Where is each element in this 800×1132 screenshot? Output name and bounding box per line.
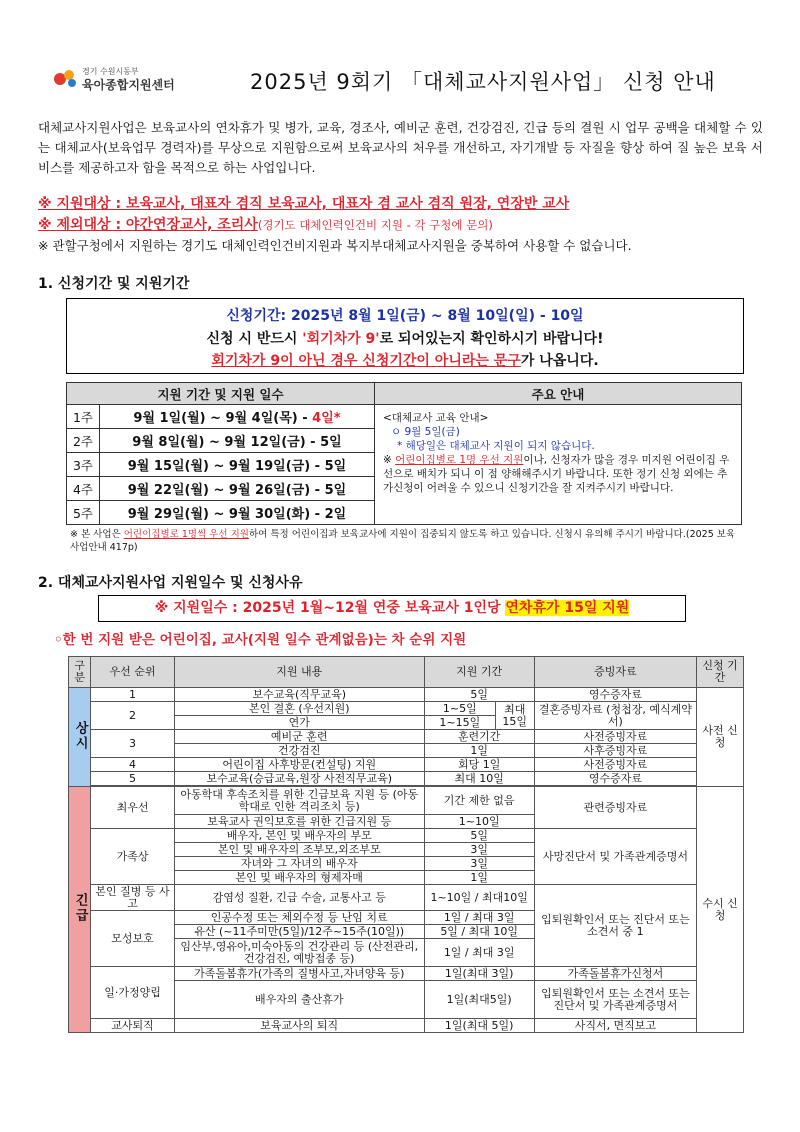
apply-regular: 사전 신청 — [697, 688, 744, 787]
support-reason-table — [68, 656, 744, 1033]
week-range-text: 9월 1일(월) ~ 9월 4일(목) - — [133, 411, 313, 426]
info-priority-c: 이나, 신청자가 많을 경우 미지원 어린이집 우선으로 배치가 되니 이 점 양해해주시기 바랍니다. 또한 정기 신청 외에는 추가신청이 어려울 수 있으니 신청기간을 잘 지켜주시기 바랍니다. — [383, 454, 730, 494]
category-regular — [69, 688, 91, 787]
period-cell: 5일 — [424, 829, 534, 843]
header-content: 지원 내용 — [174, 657, 424, 688]
info-priority-b: 어린이집별로 1명 우선 지원 — [395, 454, 524, 466]
week-range-text: 9월 15일(월) ~ 9월 19일(금) - — [127, 459, 325, 474]
content-cell: 배우자의 출산휴가 — [174, 981, 424, 1019]
content-cell: 건강검진 — [174, 744, 424, 758]
period-cell: 회당 1일 — [424, 758, 534, 772]
priority-cell: 4 — [91, 758, 174, 772]
priority-cell: 가족상 — [91, 829, 174, 885]
period-cell: 1~10일 / 최대10일 — [424, 885, 534, 911]
exclude-note-main: ※ 제외대상 : 야간연장교사, 조리사 — [38, 217, 258, 233]
page-title: 2025년 9회기 「대체교사지원사업」 신청 안내 — [250, 70, 716, 94]
support-period-table — [66, 382, 742, 525]
content-cell: 감염성 질환, 긴급 수술, 교통사고 등 — [174, 885, 424, 911]
week-days: 5일 — [324, 459, 347, 474]
check-round-notice — [67, 328, 743, 348]
wrong-round-notice — [67, 350, 743, 370]
priority-cell: 5 — [91, 772, 174, 786]
priority-cell: 교사퇴직 — [91, 1019, 174, 1033]
week-label: 1주 — [67, 405, 100, 429]
week-range — [100, 501, 375, 525]
week-days: 5일 — [324, 483, 347, 498]
period-cell: 1일(최대 3일) — [424, 967, 534, 981]
content-cell: 자녀와 그 자녀의 배우자 — [174, 857, 424, 871]
content-cell: 배우자, 본인 및 배우자의 부모 — [174, 829, 424, 843]
proof-cell: 입퇴원확인서 또는 소견서 또는 진단서 및 가족관계증명서 — [534, 981, 697, 1019]
logo-mark-icon — [52, 66, 78, 90]
duplicate-note: ※ 관할구청에서 지원하는 경기도 대체인력인건비지원과 복지부대체교사지원을 중복하여 사용할 수 없습니다. — [38, 238, 632, 253]
week-range — [100, 429, 375, 453]
category-urgent-label: 긴급 — [72, 893, 88, 923]
priority-cell: 모성보호 — [91, 911, 174, 967]
period-cell: 1~15일 — [424, 716, 495, 730]
apply-urgent: 수시 신청 — [697, 787, 744, 1033]
week-range-text: 9월 29일(월) ~ 9월 30일(화) - — [127, 507, 325, 522]
period-cell: 5일 / 최대 10일 — [424, 925, 534, 939]
header-period: 지원 기간 — [424, 657, 534, 688]
content-cell: 본인 결혼 (우선지원) — [174, 702, 424, 716]
max-15-a: 최대 — [504, 702, 526, 716]
support-days-text: ※ 지원일수 : 2025년 1월~12월 연중 보육교사 1인당 — [154, 600, 506, 616]
proof-cell: 입퇴원확인서 또는 진단서 또는 소견서 중 1 — [534, 885, 697, 967]
max-15-cell — [495, 702, 534, 730]
week-label: 5주 — [67, 501, 100, 525]
content-cell: 보수교육(승급교육,원장 사전직무교육) — [174, 772, 424, 786]
content-cell: 본인 및 배우자의 형제자매 — [174, 871, 424, 885]
wrong-round-text-a: 회기차가 9이 아닌 경우 신청기간이 아니라는 문구 — [211, 353, 521, 369]
proof-cell: 가족돌봄휴가신청서 — [534, 967, 697, 981]
content-cell: 보육교사 권익보호를 위한 긴급지원 등 — [174, 815, 424, 829]
period-cell: 1~10일 — [424, 815, 534, 829]
target-note: ※ 지원대상 : 보육교사, 대표자 겸직 보육교사, 대표자 겸 교사 겸직 원장, 연장반 교사 — [38, 196, 570, 212]
period-cell: 1일 / 최대 3일 — [424, 939, 534, 967]
logo-line-2: 육아종합지원센터 — [82, 78, 175, 92]
support-days-box — [98, 595, 686, 622]
info-priority — [383, 453, 733, 495]
table-footnote — [70, 528, 740, 554]
priority-subnote: ◦한 번 지원 받은 어린이집, 교사(지원 일수 관계없음)는 차 순위 지원 — [54, 632, 467, 648]
footnote-c: 하여 특정 어린이집과 보육교사에 지원이 집중되지 않도록 하고 있습니다. 신청시 유의해 주시기 바랍니다.(2025 보육사업안내 417p) — [70, 529, 736, 553]
content-cell: 예비군 훈련 — [174, 730, 424, 744]
week-range-text: 9월 8일(월) ~ 9월 12일(금) - — [132, 435, 321, 450]
center-logo — [52, 62, 212, 96]
support-period-header: 지원 기간 및 지원 일수 — [67, 383, 375, 405]
section-2-heading: 2. 대체교사지원사업 지원일수 및 신청사유 — [38, 575, 303, 591]
category-urgent — [69, 787, 91, 1033]
header-proof: 증빙자료 — [534, 657, 697, 688]
proof-cell: 사망진단서 및 가족관계증명서 — [534, 829, 697, 885]
proof-cell: 사후증빙자료 — [534, 744, 697, 758]
content-cell: 연가 — [174, 716, 424, 730]
exclude-note-detail: (경기도 대체인력인건비 지원 - 각 구청에 문의) — [257, 218, 493, 232]
check-round-text-a: 신청 시 반드시 — [206, 331, 303, 347]
application-period-box — [66, 298, 744, 374]
max-15-b: 15일 — [502, 714, 528, 728]
info-priority-a: ※ — [383, 454, 396, 466]
period-cell: 3일 — [424, 843, 534, 857]
intro-paragraph: 대체교사지원사업은 보육교사의 연차휴가 및 병가, 교육, 경조사, 예비군 훈련, 건강검진, 긴급 등의 결원 시 업무 공백을 대체할 수 있는 대체교사(보육업무 경력자)를 무상으로 지원함으로써 보육교사의 처우를 개선하고, 자기개발 등 자질을 향상 하여 질 높은 보육 서비스를 제공하고자 함을 목적으로 하는 사업입니다. — [38, 120, 763, 175]
priority-cell: 2 — [91, 702, 174, 730]
content-cell: 보수교육(직무교육) — [174, 688, 424, 702]
week-days: 2일 — [324, 507, 347, 522]
check-round-text-c: 로 되어있는지 확인하시기 바랍니다! — [379, 331, 604, 347]
exclude-note — [38, 214, 493, 234]
period-cell: 1일(최대 5일) — [424, 1019, 534, 1033]
priority-cell: 1 — [91, 688, 174, 702]
proof-cell: 사직서, 면직보고 — [534, 1019, 697, 1033]
week-range — [100, 453, 375, 477]
period-cell: 1일(최대5일) — [424, 981, 534, 1019]
check-round-text-b: '회기차가 9' — [302, 331, 380, 347]
info-note: * 해당일은 대체교사 지원이 되지 않습니다. — [397, 440, 595, 452]
period-cell: 1~5일 — [424, 702, 495, 716]
period-cell: 1일 / 최대 3일 — [424, 911, 534, 925]
week-days: 4일* — [312, 411, 341, 426]
priority-cell: 본인 질병 등 사고 — [91, 885, 174, 911]
week-range-text: 9월 22일(월) ~ 9월 26일(금) - — [127, 483, 325, 498]
proof-cell: 관련증빙자료 — [534, 787, 697, 829]
period-cell: 3일 — [424, 857, 534, 871]
week-label: 4주 — [67, 477, 100, 501]
period-cell: 기간 제한 없음 — [424, 787, 534, 815]
period-cell: 1일 — [424, 744, 534, 758]
week-days: 5일 — [320, 435, 342, 450]
footnote-b: 어린이집별로 1명씩 우선 지원 — [123, 529, 249, 540]
annual-leave-highlight: 연차휴가 15일 지원 — [505, 600, 630, 616]
header-gubun: 구분 — [69, 657, 91, 688]
content-cell: 유산 (~11주미만(5일)/12주~15주(10일)) — [174, 925, 424, 939]
period-cell: 5일 — [424, 688, 534, 702]
priority-cell: 최우선 — [91, 787, 174, 829]
priority-cell: 3 — [91, 730, 174, 758]
proof-cell: 사전증빙자료 — [534, 730, 697, 744]
content-cell: 아동학대 후속조치를 위한 긴급보육 지원 등 (아동학대로 인한 격리조치 등) — [174, 787, 424, 815]
logo-line-1: 경기 수원시동부 — [82, 67, 139, 76]
main-info-cell — [375, 405, 742, 525]
content-cell: 보육교사의 퇴직 — [174, 1019, 424, 1033]
main-info-header: 주요 안내 — [375, 383, 742, 405]
info-title: <대체교사 교육 안내> — [383, 412, 489, 424]
proof-cell: 영수증자료 — [534, 772, 697, 786]
header-priority: 우선 순위 — [91, 657, 174, 688]
proof-cell: 결혼증빙자료 (청첩장, 예식계약서) — [534, 702, 697, 730]
content-cell: 인공수정 또는 체외수정 등 난임 치료 — [174, 911, 424, 925]
content-cell: 본인 및 배우자의 조부모,외조부모 — [174, 843, 424, 857]
proof-cell: 사전증빙자료 — [534, 758, 697, 772]
week-range — [100, 405, 375, 429]
info-date: ㅇ 9월 5일(금) — [391, 426, 460, 438]
wrong-round-text-b: 가 나옵니다. — [520, 353, 599, 369]
week-label: 2주 — [67, 429, 100, 453]
week-label: 3주 — [67, 453, 100, 477]
category-regular-label: 상시 — [72, 720, 88, 751]
priority-cell: 일·가정양립 — [91, 967, 174, 1019]
week-range — [100, 477, 375, 501]
section-1-heading: 1. 신청기간 및 지원기간 — [38, 276, 190, 292]
period-cell: 훈련기간 — [424, 730, 534, 744]
content-cell: 어린이집 사후방문(컨설팅) 지원 — [174, 758, 424, 772]
application-period: 신청기간: 2025년 8월 1일(금) ~ 8월 10일(일) - 10일 — [226, 308, 584, 324]
content-cell: 가족돌봄휴가(가족의 질병사고,자녀양육 등) — [174, 967, 424, 981]
period-cell: 최대 10일 — [424, 772, 534, 786]
header-apply: 신청 기간 — [697, 657, 744, 688]
period-cell: 1일 — [424, 871, 534, 885]
proof-cell: 영수증자료 — [534, 688, 697, 702]
content-cell: 임산부,영유아,미숙아동의 건강관리 등 (산전관리, 건강검진, 예방접종 등) — [174, 939, 424, 967]
footnote-a: ※ 본 사업은 — [70, 529, 124, 540]
